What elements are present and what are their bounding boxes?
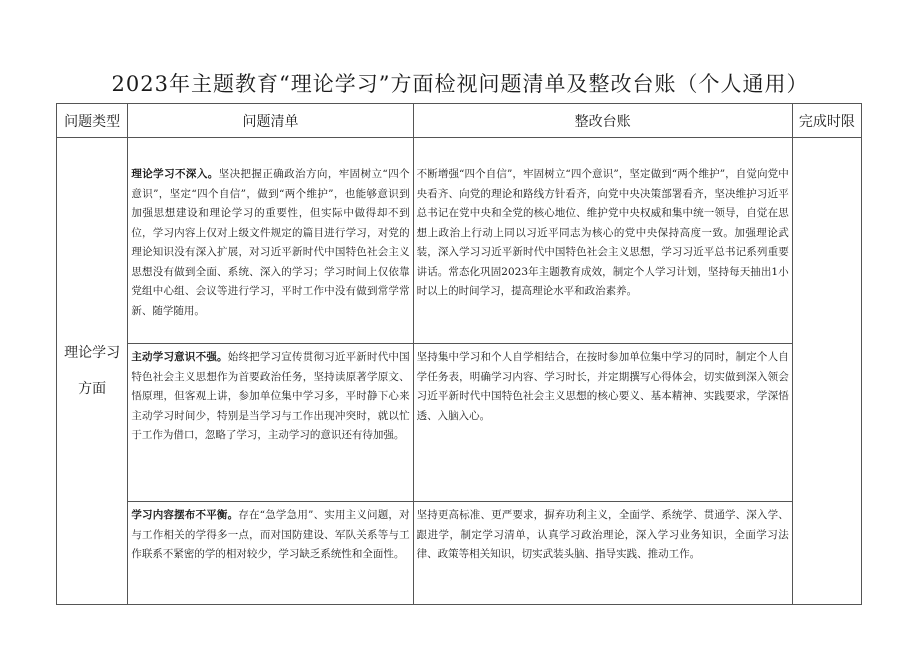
problem-text-1: 坚决把握正确政治方向，牢固树立“四个意识”，坚定“四个自信”，做到“两个维护”，也能够意识到加强思想建设和理论学习的重要性，但实际中做得却不到位，学习内容上仅对上级文件规定的篇目进行学习，对党的理论知识没有深入扩展，对习近平新时代中国特色社会主义思想没有做到全面、系统、深入的学习；学习时间上仅依靠党组中心组、会议等进行学习，平时工作中没有做到常学常新、随学随用。: [131, 168, 410, 317]
rectification-table: [56, 103, 862, 605]
problem-cell-3: [128, 502, 413, 605]
problem-text-2: 始终把学习宣传贯彻习近平新时代中国特色社会主义思想作为首要政治任务，坚持读原著学原文、悟原理，但客观上讲，参加单位集中学习多，平时静下心来主动学习时间少，特别是当学习与工作出现冲突时，就以忙于工作为借口，忽略了学习，主动学习的意识还有待加强。: [131, 351, 410, 441]
header-problems: 问题清单: [128, 104, 413, 138]
deadline-cell: [792, 138, 861, 605]
rectification-cell-2: 坚持集中学习和个人自学相结合，在按时参加单位集中学习的同时，制定个人自学任务表，明确学习内容、学习时长，并定期撰写心得体会，切实做到深入领会习近平新时代中国特色社会主义思想的核心要义、基本精神、实践要求，学深悟透、入脑入心。: [413, 344, 792, 502]
document-title: 2023年主题教育“理论学习”方面检视问题清单及整改台账（个人通用）: [111, 72, 809, 96]
category-cell: [57, 138, 128, 605]
problem-title-1: 理论学习不深入。: [131, 168, 219, 180]
rectification-cell-1: 不断增强“四个自信”，牢固树立“四个意识”，坚定做到“两个维护”，自觉向党中央看齐、向党的理论和路线方针看齐，向党中央决策部署看齐，坚决维护习近平总书记在党中央和全党的核心地位、维护党中央权威和集中统一领导，自觉在思想上政治上行动上同以习近平同志为核心的党中央保持高度一致。加强理论武装，深入学习习近平新时代中国特色社会主义思想，学习习近平总书记系列重要讲话。常态化巩固2023年主题教育成效，制定个人学习计划，坚持每天抽出1小时以上的时间学习，提高理论水平和政治素养。: [413, 165, 792, 344]
problem-title-3: 学习内容摆布不平衡。: [131, 509, 239, 521]
rectification-cell-3: 坚持更高标准、更严要求，摒弃功利主义，全面学、系统学、贯通学、深入学、跟进学，制定学习清单，认真学习政治理论，深入学习业务知识，全面学习法律、政策等相关知识，切实武装头脑、指导实践、推动工作。: [413, 502, 792, 605]
header-rectification: 整改台账: [413, 104, 792, 138]
spacer-row: [57, 138, 862, 166]
problem-cell-1: [128, 165, 413, 344]
table-header-row: [57, 104, 862, 138]
header-type: 问题类型: [57, 104, 128, 138]
category-line2: 方面: [78, 381, 107, 397]
header-deadline: 完成时限: [792, 104, 861, 138]
problem-cell-2: [128, 344, 413, 502]
problem-title-2: 主动学习意识不强。: [131, 351, 228, 363]
category-line1: 理论学习: [64, 345, 121, 361]
table-row: [57, 344, 862, 502]
table-row: [57, 502, 862, 605]
problem-text-3: 存在“急学急用”、实用主义问题，对与工作相关的学得多一点，而对国防建设、军队关系等与工作联系不紧密的学的相对较少，学习缺乏系统性和全面性。: [131, 509, 410, 560]
table-row: [57, 165, 862, 344]
